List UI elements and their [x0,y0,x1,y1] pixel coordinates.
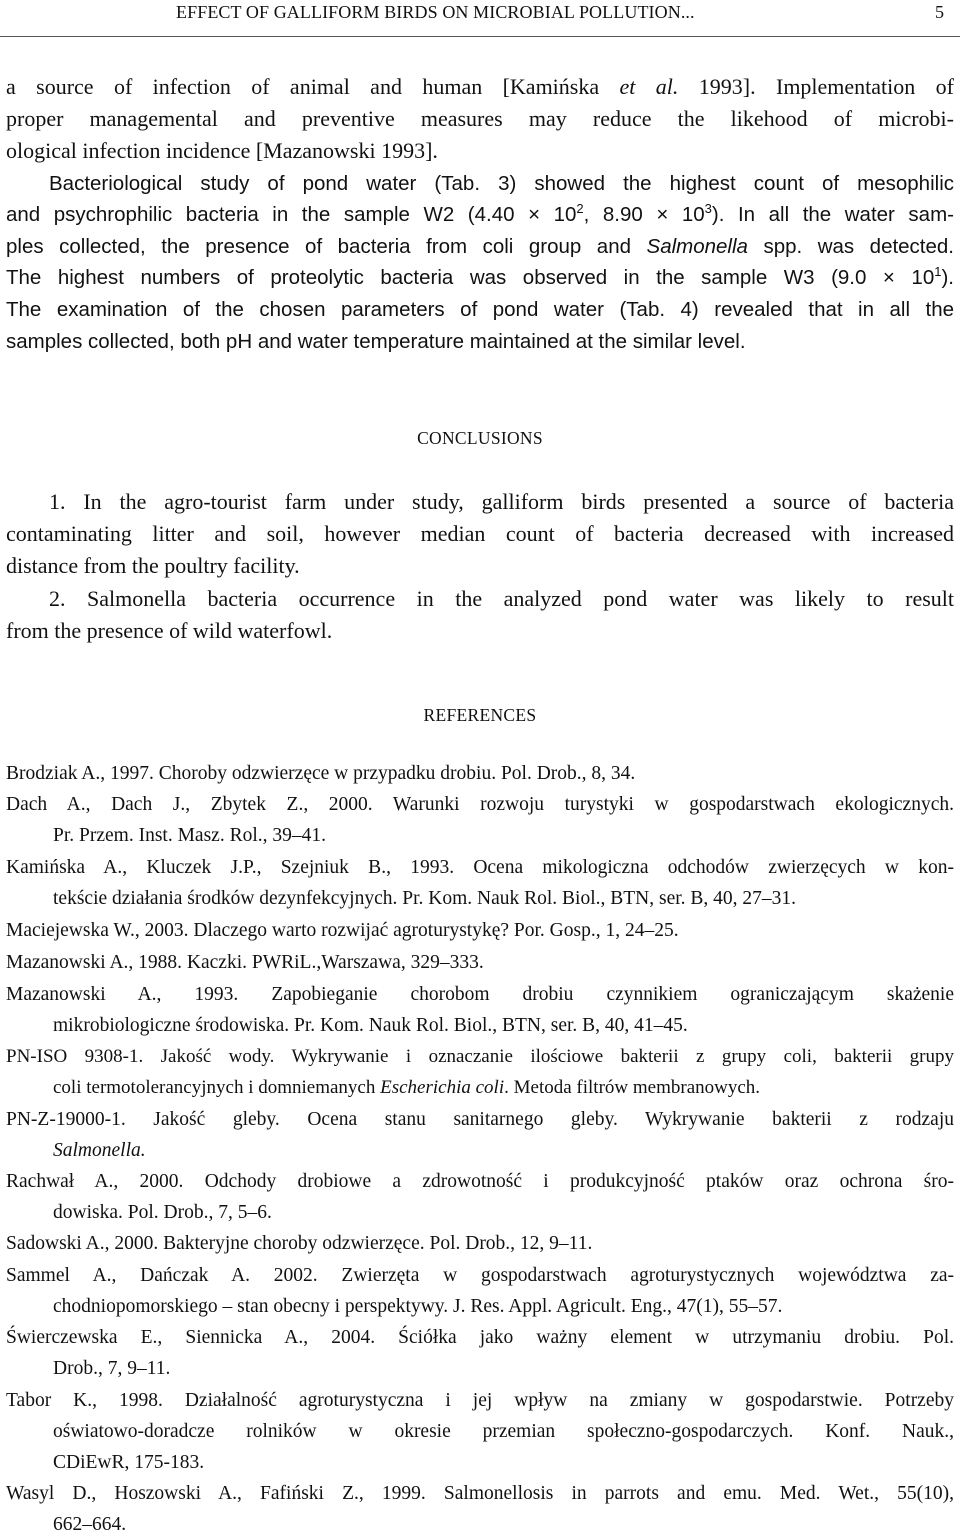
text-line: ples collected, the presence of bacteria from coli group and Salmonella spp. was detected. [6,235,955,258]
reference-item: Wasyl D., Hoszowski A., Fafiński Z., 1999. Salmonellosis in parrots and emu. Med. Wet., 55(10), 662–664. [6,1483,954,1535]
text-line: The examination of the chosen parameters of pond water (Tab. 4) revealed that in all the [6,298,954,321]
text-line: proper managemental and preventive measures may reduce the likehood of microbi- [6,106,954,131]
text-line: distance from the poultry facility. [6,553,300,578]
references-heading: REFERENCES [423,705,537,725]
text-line: from the presence of wild waterfowl. [6,618,333,643]
reference-item: Brodziak A., 1997. Choroby odzwierzęce w przypadku drobiu. Pol. Drob., 8, 34. [6,763,636,784]
reference-item: Mazanowski A., 1988. Kaczki. PWRiL.,Warszawa, 329–333. [6,952,484,973]
reference-item: Mazanowski A., 1993. Zapobieganie chorobom drobiu czynnikiem ograniczającym skażenie mikrobiologiczne środowiska. Pr. Kom. Nauk Rol. Biol., BTN, ser. B, 40, 41–45. [6,984,954,1036]
reference-item: Dach A., Dach J., Zbytek Z., 2000. Warunki rozwoju turystyki w gospodarstwach ekologicznych. Pr. Przem. Inst. Masz. Rol., 39–41. [6,794,954,846]
reference-item: Kamińska A., Kluczek J.P., Szejniuk B., 1993. Ocena mikologiczna odchodów zwierzęcych w kon- tekście działania środków dezynfekcyjnych. Pr. Kom. Nauk Rol. Biol., BTN, ser. B, 40, 27–31. [6,857,954,909]
conclusion-item: 1. In the agro-tourist farm under study, galliform birds presented a source of bacteria [49,489,954,514]
running-title: EFFECT OF GALLIFORM BIRDS ON MICROBIAL POLLUTION... [176,2,695,22]
conclusions-heading: CONCLUSIONS [417,428,543,448]
reference-item: PN-ISO 9308-1. Jakość wody. Wykrywanie i oznaczanie ilościowe bakterii z grupy coli, bakterii grupy coli termotolerancyjnych i domniemanych Escherichia coli. Metoda filtrów membranowych. [6,1046,954,1098]
reference-item: Świerczewska E., Siennicka A., 2004. Ściółka jako ważny element w utrzymaniu drobiu. Pol. Drob., 7, 9–11. [6,1327,954,1379]
text-line: ological infection incidence [Mazanowski 1993]. [6,138,438,163]
reference-item: Sadowski A., 2000. Bakteryjne choroby odzwierzęce. Pol. Drob., 12, 9–11. [6,1233,593,1254]
reference-item: Sammel A., Dańczak A. 2002. Zwierzęta w gospodarstwach agroturystycznych województwa za- chodniopomorskiego – stan obecny i perspektywy. J. Res. Appl. Agricult. Eng., 47(1), 55–57. [6,1265,954,1317]
conclusion-item: 2. Salmonella bacteria occurrence in the analyzed pond water was likely to result [49,586,954,611]
text-line: The highest numbers of proteolytic bacteria was observed in the sample W3 $(9.0 \times 10^1)$. [6,264,954,289]
reference-item: PN-Z-19000-1. Jakość gleby. Ocena stanu sanitarnego gleby. Wykrywanie bakterii z rodzaju Salmonella. [6,1109,954,1161]
text-line: a source of infection of animal and human [Kamińska et al. 1993]. Implementation of [6,74,954,99]
reference-item: Rachwał A., 2000. Odchody drobiowe a zdrowotność i produkcyjność ptaków oraz ochrona śro- dowiska. Pol. Drob., 7, 5–6. [6,1171,954,1223]
running-header [0,0,960,37]
text-line: and psychrophilic bacteria in the sample W2 ($4.40 \times 10^2$, $8.90 \times 10^3$). In all the water sam- [6,201,954,226]
text-line: contaminating litter and soil, however median count of bacteria decreased with increased [6,521,954,546]
reference-item: Tabor K., 1998. Działalność agroturystyczna i jej wpływ na zmiany w gospodarstwie. Potrzeby oświatowo-doradcze rolników w okresie przemian społeczno-gospodarczych. Konf. Nauk., CDiEwR, 175-183. [6,1390,954,1473]
reference-item: Maciejewska W., 2003. Dlaczego warto rozwijać agroturystykę? Por. Gosp., 1, 24–25. [6,920,679,941]
page-number: 5 [935,2,944,22]
text-line: samples collected, both pH and water temperature maintained at the similar level. [6,330,746,353]
text-line: Bacteriological study of pond water (Tab. 3) showed the highest count of mesophilic [49,172,954,195]
